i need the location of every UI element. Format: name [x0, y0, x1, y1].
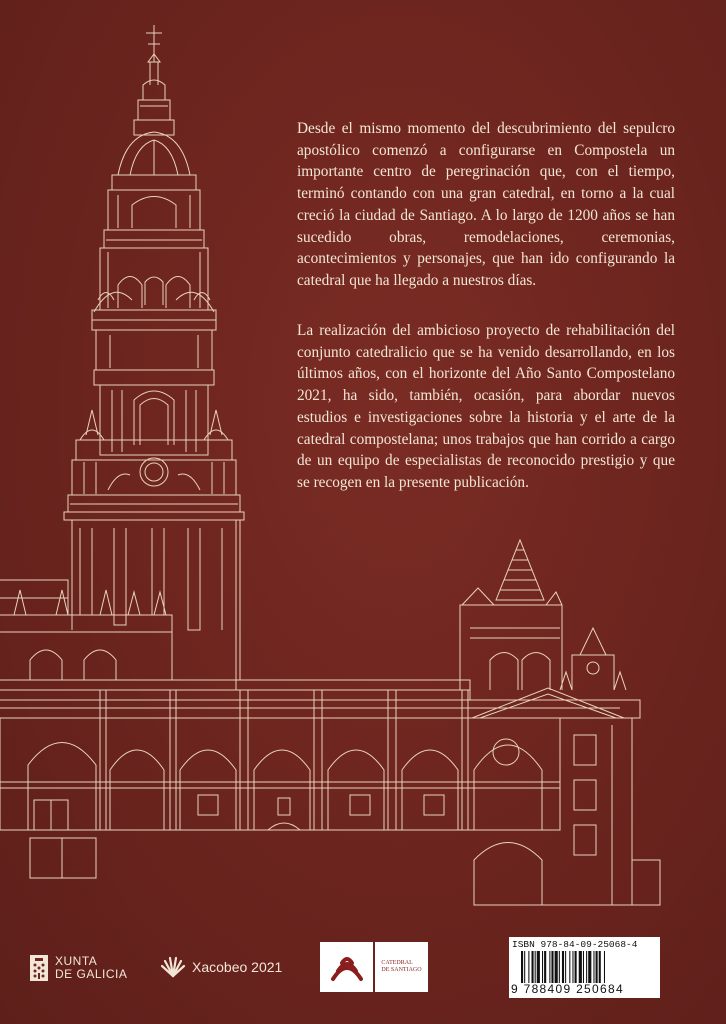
catedral-emblem-box — [320, 942, 373, 992]
xacobeo-logo — [160, 956, 282, 978]
catedral-line-2: DE SANTIAGO — [381, 967, 422, 973]
description-paragraph-1 — [297, 118, 675, 292]
xacobeo-wordmark: Xacobeo 2021 — [192, 959, 283, 975]
isbn-barcode-block — [509, 937, 660, 998]
description-paragraph-2 — [297, 320, 675, 494]
xunta-line-2: DE GALICIA — [55, 967, 128, 981]
xunta-de-galicia-logo — [29, 954, 127, 982]
paragraph-text: La realización del ambicioso proyecto de rehabilitación del conjunto catedralicio que se ha venido desarrollando, en los últimos años, con el horizonte del Año Santo Compostelano 2021, ha sido, también, ocasión, para abordar nuevos estudios e investigaciones sobre la historia y el arte de la catedral compostelana; unos trabajos que han corrido a cargo de un equipo de especialistas de reconocido prestigio y que se recogen en la presente publicación. — [297, 322, 675, 491]
catedral-de-santiago-logo — [320, 942, 428, 992]
xunta-wordmark — [55, 955, 127, 981]
catedral-line-1: CATEDRAL — [381, 960, 413, 966]
catedral-name-box — [375, 942, 428, 992]
xunta-line-1: XUNTA — [55, 954, 98, 968]
isbn-label: ISBN 978-84-09-25068-4 — [512, 939, 638, 950]
isbn-digits: 9 788409 250684 — [511, 982, 624, 996]
paragraph-text: Desde el mismo momento del descubrimiento del sepulcro apostólico comenzó a configurarse en Compostela un importante centro de peregrinación que, con el tiempo, terminó contando con una gran catedral, en torno a la cual creció la ciudad de Santiago. A lo largo de 1200 años se han sucedido obras, remodelaciones, ceremonias, acontecimientos y personajes, que han ido configurando la catedral que ha llegado a nuestros días. — [297, 120, 675, 289]
barcode-icon — [521, 951, 656, 983]
cathedral-shell-icon — [327, 949, 367, 985]
scallop-shell-icon — [160, 956, 186, 978]
catedral-wordmark — [381, 960, 421, 974]
xunta-emblem-icon — [29, 954, 49, 982]
